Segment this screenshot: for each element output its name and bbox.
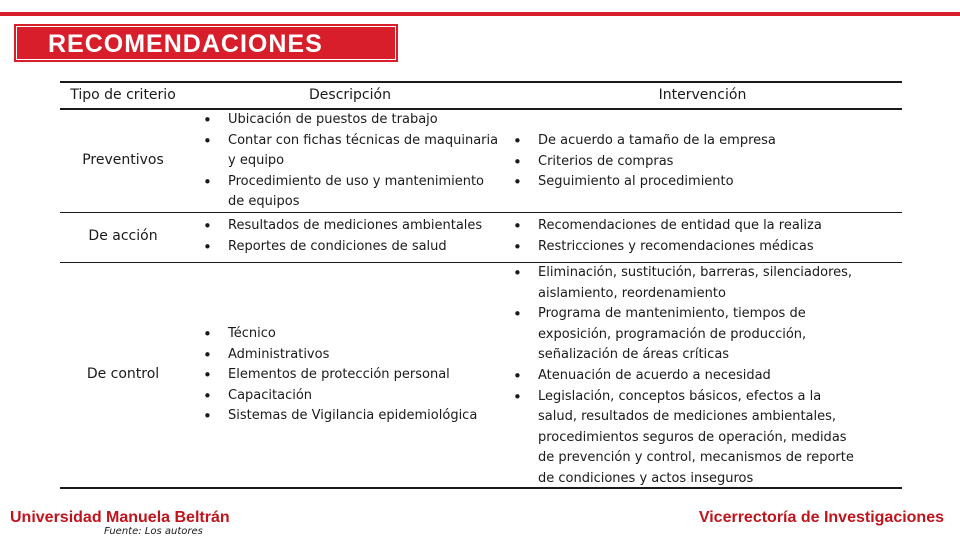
- list-item: • Capacitación: [200, 386, 500, 407]
- list-item: • Atenuación de acuerdo a necesidad: [510, 366, 858, 387]
- table-bottom-rule: [60, 487, 902, 489]
- descripcion-list: [200, 324, 500, 427]
- list-item: • Reportes de condiciones de salud: [200, 237, 500, 258]
- table-top-rule: [60, 81, 902, 83]
- intervencion-list: [510, 216, 855, 257]
- column-header-criterio: Tipo de criterio: [70, 87, 176, 103]
- descripcion-list: [200, 110, 500, 213]
- list-item: • Programa de mantenimiento, tiempos de exposición, programación de producción, señalización de áreas críticas: [510, 304, 858, 366]
- list-item: • De acuerdo a tamaño de la empresa: [510, 131, 855, 152]
- list-item: • Criterios de compras: [510, 152, 855, 173]
- descripcion-list: [200, 216, 500, 257]
- vicerrectoria-label: Vicerrectoría de Investigaciones: [698, 509, 944, 526]
- table-row: [60, 110, 902, 212]
- title-banner: [14, 24, 398, 62]
- criterio-cell: De acción: [88, 228, 158, 244]
- list-item: • Contar con fichas técnicas de maquinaria y equipo: [200, 131, 500, 172]
- source-note: Fuente: Los autores: [104, 526, 203, 537]
- intervencion-list: [510, 263, 858, 490]
- list-item: • Ubicación de puestos de trabajo: [200, 110, 500, 131]
- criterio-cell: Preventivos: [82, 152, 164, 168]
- column-header-descripcion: Descripción: [309, 87, 391, 103]
- list-item: • Procedimiento de uso y mantenimiento de equipos: [200, 172, 500, 213]
- top-red-rule: [0, 12, 960, 16]
- table-row: [60, 213, 902, 262]
- list-item: • Sistemas de Vigilancia epidemiológica: [200, 406, 500, 427]
- criterio-cell: De control: [86, 366, 160, 382]
- list-item: • Administrativos: [200, 345, 500, 366]
- intervencion-list: [510, 131, 855, 193]
- column-header-intervencion: Intervención: [658, 87, 747, 103]
- list-item: • Resultados de mediciones ambientales: [200, 216, 500, 237]
- list-item: • Elementos de protección personal: [200, 365, 500, 386]
- table-row: [60, 263, 902, 485]
- list-item: • Técnico: [200, 324, 500, 345]
- list-item: • Recomendaciones de entidad que la realiza: [510, 216, 855, 237]
- list-item: • Seguimiento al procedimiento: [510, 172, 855, 193]
- list-item: • Legislación, conceptos básicos, efectos a la salud, resultados de mediciones ambientales, procedimientos seguros de operación, medidas de prevención y control, mecanismos de reporte de condiciones y actos inseguros: [510, 387, 858, 490]
- page-title: RECOMENDACIONES: [48, 30, 323, 58]
- list-item: • Restricciones y recomendaciones médicas: [510, 237, 855, 258]
- university-name: Universidad Manuela Beltrán: [10, 509, 230, 526]
- list-item: • Eliminación, sustitución, barreras, silenciadores, aislamiento, reordenamiento: [510, 263, 858, 304]
